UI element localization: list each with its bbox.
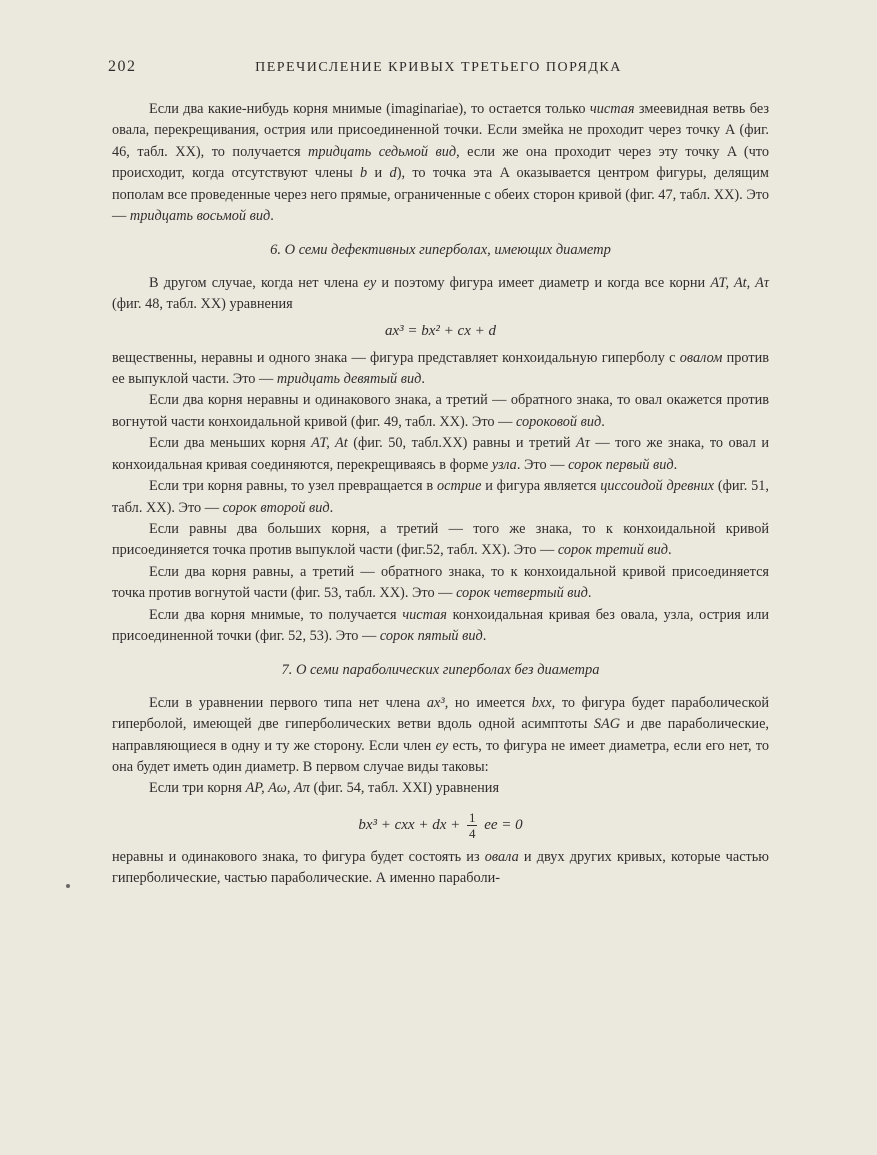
- running-title: ПЕРЕЧИСЛЕНИЕ КРИВЫХ ТРЕТЬЕГО ПОРЯДКА: [255, 60, 622, 75]
- paragraph: Если в уравнении первого типа нет члена ax³, но имеется bxx, то фигура будет параболической гиперболой, имеющей две гиперболических ветви вдоль одной асимптоты SAG и две параболические, направляющиеся в одну и ту же сторону. Если член ey есть, то фигура не имеет диаметра, если его нет, то она будет иметь один диаметр. В первом случае виды таковы:: [112, 694, 769, 775]
- paragraph: Если два меньших корня AT, At (фиг. 50, табл.XX) равны и третий Aτ — того же знака, то овал и конхоидальная кривая соединяются, перекрещиваясь в форме узла. Это — сорок первый вид.: [112, 435, 769, 473]
- equation: bx³ + cxx + dx + $\frac{1}{4}$ ee = 0: [358, 809, 523, 841]
- equation: ax³ = bx² + cx + d: [385, 322, 496, 339]
- paragraph: неравны и одинакового знака, то фигура будет состоять из овала и двух других кривых, которые частью гиперболические, частью параболические. А именно параболи-: [112, 848, 769, 887]
- margin-mark: [66, 884, 70, 888]
- paragraph: Если два корня неравны и одинакового знака, а третий — обратного знака, то овал окажется против вогнутой части конхоидальной кривой (фиг. 49, табл. XX). Это — сороковой вид.: [112, 392, 769, 430]
- paragraph: В другом случае, когда нет члена ey и поэтому фигура имеет диаметр и когда все корни AT, At, Aτ (фиг. 48, табл. XX) уравнения: [112, 274, 769, 313]
- paragraph: Если равны два больших корня, а третий — того же знака, то к конхоидальной кривой присоединяется точка против выпуклой части (фиг.52, табл. XX). Это — сорок третий вид.: [112, 520, 769, 559]
- paragraph: Если два какие-нибудь корня мнимые (imaginariae), то остается только чистая змеевидная ветвь без овала, перекрещивания, острия или присоединенной точки. Если змейка не проходит через точку A (фиг. 46, табл. XX), то получается тридцать седьмой вид, если же она проходит через эту точку A (что происходит, когда отсутствуют члены b и d), то точка эта A оказывается центром фигуры, делящим пополам все проведенные через него прямые, ограниченные с обеих сторон кривой (фиг. 47, табл. XX). Это — тридцать восьмой вид.: [112, 101, 770, 225]
- section-heading-6: 6. О семи дефективных гиперболах, имеющих диаметр: [270, 242, 611, 259]
- page-number: 202: [108, 58, 137, 75]
- paragraph: Если два корня равны, а третий — обратного знака, то к конхоидальной кривой присоединяется точка против вогнутой части (фиг. 53, табл. XX). Это — сорок четвертый вид.: [112, 563, 769, 602]
- paragraph: вещественны, неравны и одного знака — фигура представляет конхоидальную гиперболу с овалом против ее выпуклой части. Это — тридцать девятый вид.: [112, 349, 769, 388]
- body-text: [112, 99, 769, 890]
- section-heading-7: 7. О семи параболических гиперболах без диаметра: [281, 662, 600, 679]
- fraction: $\frac{1}{4}$: [468, 809, 476, 841]
- page-header: [0, 58, 877, 82]
- paragraph: Если два корня мнимые, то получается чистая конхоидальная кривая без овала, узла, острия или присоединенной точки (фиг. 52, 53). Это — сорок пятый вид.: [112, 606, 769, 644]
- paragraph: Если три корня равны, то узел превращается в острие и фигура является циссоидой древних (фиг. 51, табл. XX). Это — сорок второй вид.: [112, 478, 769, 516]
- paragraph: Если три корня AP, Aω, Aπ (фиг. 54, табл. XXI) уравнения: [149, 780, 500, 797]
